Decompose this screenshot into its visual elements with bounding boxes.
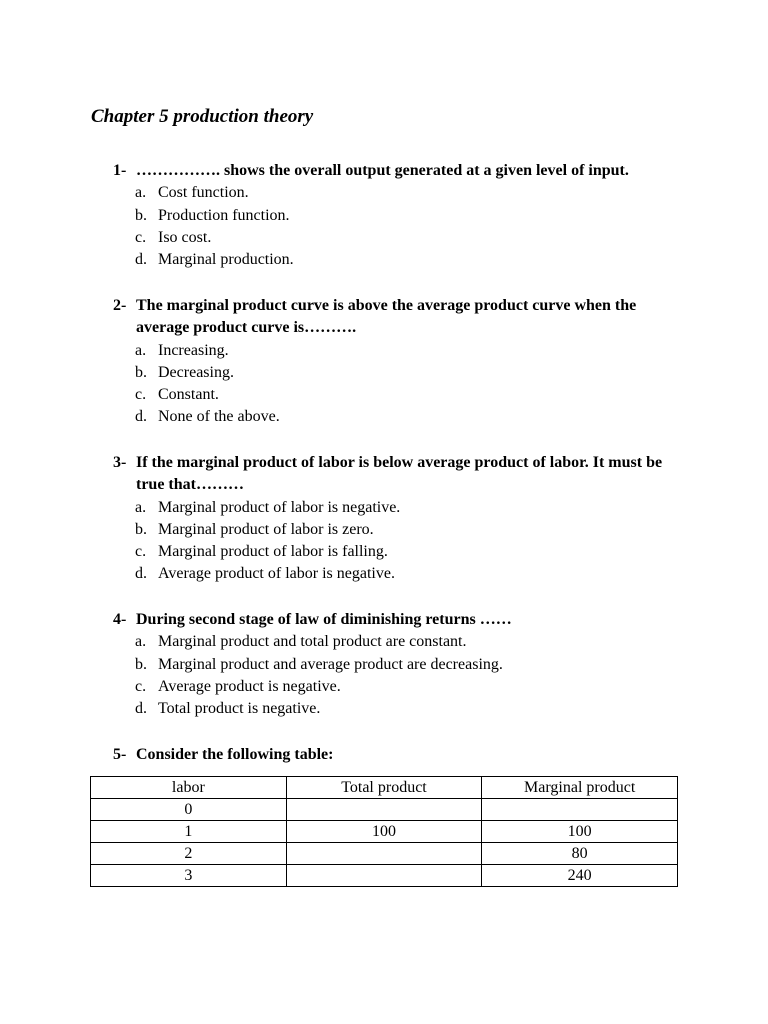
- option-text: Iso cost.: [158, 228, 212, 246]
- option-letter: b.: [135, 655, 147, 673]
- question-text: The marginal product curve is above the average product curve when the average product curve is……….: [136, 297, 637, 337]
- option-text: Marginal product and average product are decreasing.: [158, 655, 503, 673]
- option-text: Total product is negative.: [158, 700, 321, 718]
- option-a: [135, 182, 693, 204]
- question-text: Consider the following table:: [136, 746, 334, 763]
- column-header-total-product: Total product: [286, 777, 482, 799]
- question-stem: [113, 744, 693, 766]
- table-cell: [286, 799, 482, 821]
- question-number: 4-: [113, 611, 127, 628]
- option-letter: c.: [135, 386, 147, 404]
- option-c: [135, 227, 693, 249]
- option-text: Decreasing.: [158, 363, 234, 381]
- option-text: None of the above.: [158, 408, 280, 426]
- table-cell: 80: [482, 843, 678, 865]
- option-text: Constant.: [158, 386, 219, 404]
- option-text: Average product of labor is negative.: [158, 565, 395, 583]
- table-cell: 240: [482, 865, 678, 887]
- option-a: [135, 497, 693, 519]
- question-stem: [113, 160, 693, 182]
- option-text: Marginal product of labor is negative.: [158, 498, 401, 516]
- production-table: [90, 776, 678, 887]
- question-stem: [113, 295, 693, 340]
- option-letter: d.: [135, 700, 147, 718]
- option-text: Average product is negative.: [158, 677, 341, 695]
- question-1: [113, 160, 693, 271]
- option-c: [135, 676, 693, 698]
- option-letter: b.: [135, 206, 147, 224]
- option-letter: a.: [135, 341, 147, 359]
- question-number: 2-: [113, 297, 127, 314]
- option-text: Marginal production.: [158, 251, 294, 269]
- option-b: [135, 654, 693, 676]
- table-header-row: [91, 777, 678, 799]
- option-b: [135, 205, 693, 227]
- option-letter: c.: [135, 677, 147, 695]
- option-letter: c.: [135, 228, 147, 246]
- table-row: [91, 821, 678, 843]
- table-cell: [482, 799, 678, 821]
- table-cell: 100: [482, 821, 678, 843]
- option-letter: a.: [135, 633, 147, 651]
- table-cell: 1: [91, 821, 287, 843]
- table-cell: [286, 843, 482, 865]
- column-header-marginal-product: Marginal product: [482, 777, 678, 799]
- option-a: [135, 340, 693, 362]
- question-3: [113, 452, 693, 586]
- option-d: [135, 406, 693, 428]
- option-c: [135, 541, 693, 563]
- chapter-title: Chapter 5 production theory: [91, 106, 314, 127]
- option-text: Increasing.: [158, 341, 229, 359]
- question-text: If the marginal product of labor is below average product of labor. It must be true that………: [136, 454, 663, 494]
- table-row: [91, 865, 678, 887]
- option-text: Marginal product of labor is falling.: [158, 543, 388, 561]
- question-2: [113, 295, 693, 429]
- table-cell: 3: [91, 865, 287, 887]
- option-letter: a.: [135, 184, 147, 202]
- option-letter: b.: [135, 520, 147, 538]
- option-d: [135, 249, 693, 271]
- question-text: ……………. shows the overall output generated at a given level of input.: [136, 162, 629, 179]
- option-b: [135, 362, 693, 384]
- question-number: 3-: [113, 454, 127, 471]
- option-text: Production function.: [158, 206, 290, 224]
- option-letter: b.: [135, 363, 147, 381]
- option-letter: d.: [135, 251, 147, 269]
- option-a: [135, 631, 693, 653]
- question-number: 5-: [113, 746, 127, 763]
- table-cell: 100: [286, 821, 482, 843]
- table-row: [91, 799, 678, 821]
- option-letter: d.: [135, 408, 147, 426]
- option-b: [135, 519, 693, 541]
- question-5: [113, 744, 693, 766]
- question-text: During second stage of law of diminishing returns ……: [136, 611, 512, 628]
- option-text: Marginal product and total product are constant.: [158, 633, 467, 651]
- option-d: [135, 698, 693, 720]
- option-text: Marginal product of labor is zero.: [158, 520, 374, 538]
- option-c: [135, 384, 693, 406]
- table-cell: [286, 865, 482, 887]
- table-row: [91, 843, 678, 865]
- option-text: Cost function.: [158, 184, 249, 202]
- option-letter: d.: [135, 565, 147, 583]
- question-stem: [113, 609, 693, 631]
- table-cell: 2: [91, 843, 287, 865]
- option-d: [135, 563, 693, 585]
- question-stem: [113, 452, 693, 497]
- column-header-labor: labor: [91, 777, 287, 799]
- option-letter: c.: [135, 543, 147, 561]
- table-cell: 0: [91, 799, 287, 821]
- question-4: [113, 609, 693, 720]
- question-number: 1-: [113, 162, 127, 179]
- option-letter: a.: [135, 498, 147, 516]
